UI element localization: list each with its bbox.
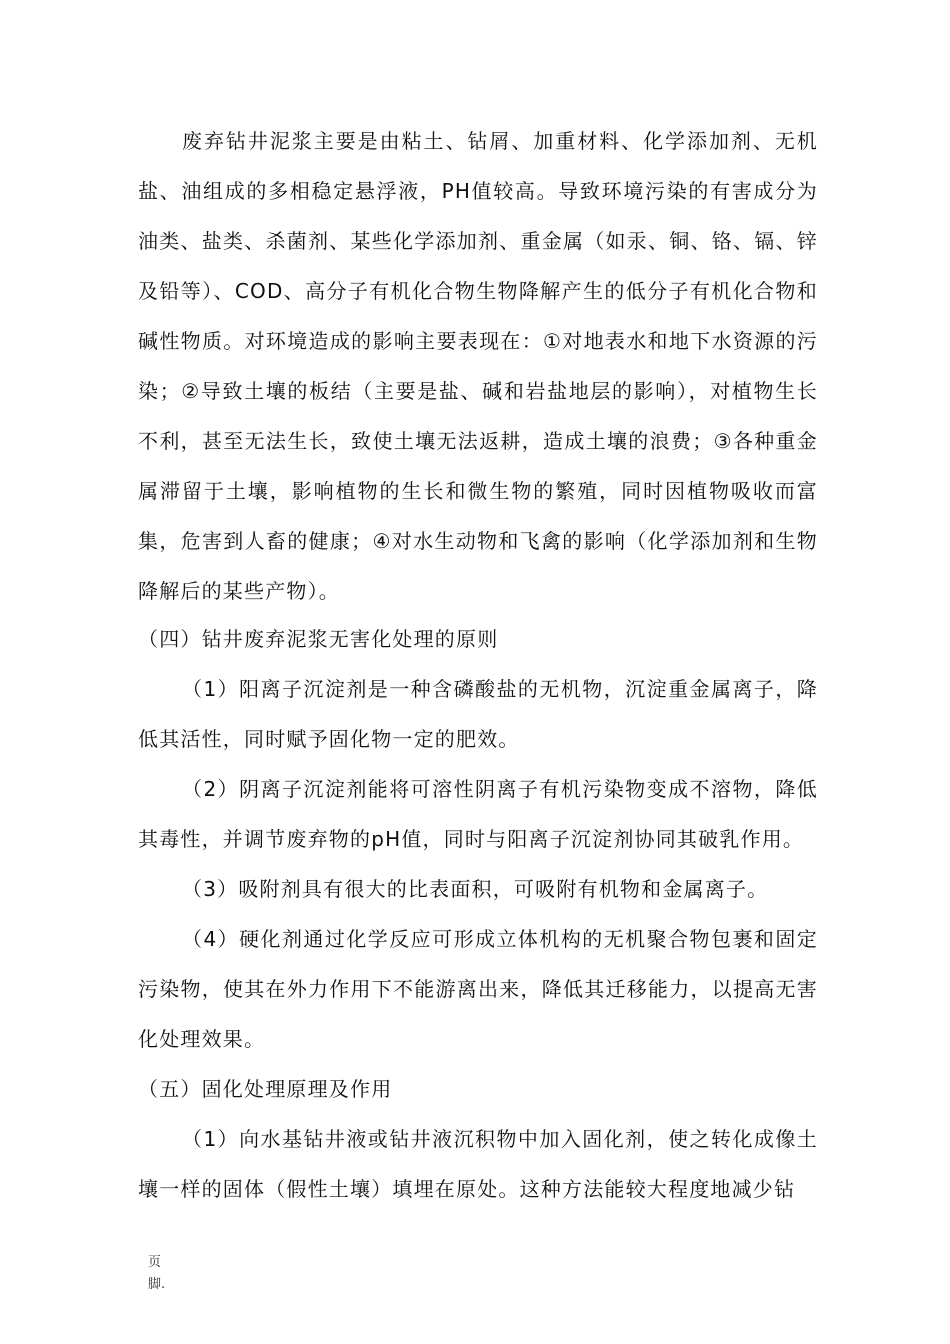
paragraph-environmental-impact: 废弃钻井泥浆主要是由粘土、钻屑、加重材料、化学添加剂、无机盐、油组成的多相稳定悬浮液，PH值较高。导致环境污染的有害成分为油类、盐类、杀菌剂、某些化学添加剂、重金属（如汞、铜、铬、镉、锌及铅等）、COD、高分子有机化合物生物降解产生的低分子有机化合物和碱性物质。对环境造成的影响主要表现在：①对地表水和地下水资源的污染；②导致土壤的板结（主要是盐、碱和岩盐地层的影响），对植物生长不利，甚至无法生长，致使土壤无法返耕，造成土壤的浪费；③各种重金属滞留于土壤，影响植物的生长和微生物的繁殖，同时因植物吸收而富集，危害到人畜的健康；④对水生动物和飞禽的影响（化学添加剂和生物降解后的某些产物）。 xyxy=(138,129,818,603)
section-heading-solidification: （五）固化处理原理及作用 xyxy=(138,1077,393,1101)
page-footer: 页脚. xyxy=(148,1255,166,1292)
list-item-anion-precipitant: （2）阴离子沉淀剂能将可溶性阴离子有机污染物变成不溶物，降低其毒性，并调节废弃物的pH值，同时与阳离子沉淀剂协同其破乳作用。 xyxy=(138,777,818,851)
section-heading-principles: （四）钻井废弃泥浆无害化处理的原则 xyxy=(138,627,499,651)
list-item-cation-precipitant: （1）阳离子沉淀剂是一种含磷酸盐的无机物，沉淀重金属离子，降低其活性，同时赋予固化物一定的肥效。 xyxy=(138,677,818,751)
list-item-hardener: （4）硬化剂通过化学反应可形成立体机构的无机聚合物包裹和固定污染物，使其在外力作用下不能游离出来，降低其迁移能力，以提高无害化处理效果。 xyxy=(138,927,818,1051)
list-item-solidifying-agent: （1）向水基钻井液或钻井液沉积物中加入固化剂，使之转化成像土壤一样的固体（假性土壤）填埋在原处。这种方法能较大程度地减少钻 xyxy=(138,1127,818,1201)
list-item-adsorbent: （3）吸附剂具有很大的比表面积，可吸附有机物和金属离子。 xyxy=(182,877,769,901)
